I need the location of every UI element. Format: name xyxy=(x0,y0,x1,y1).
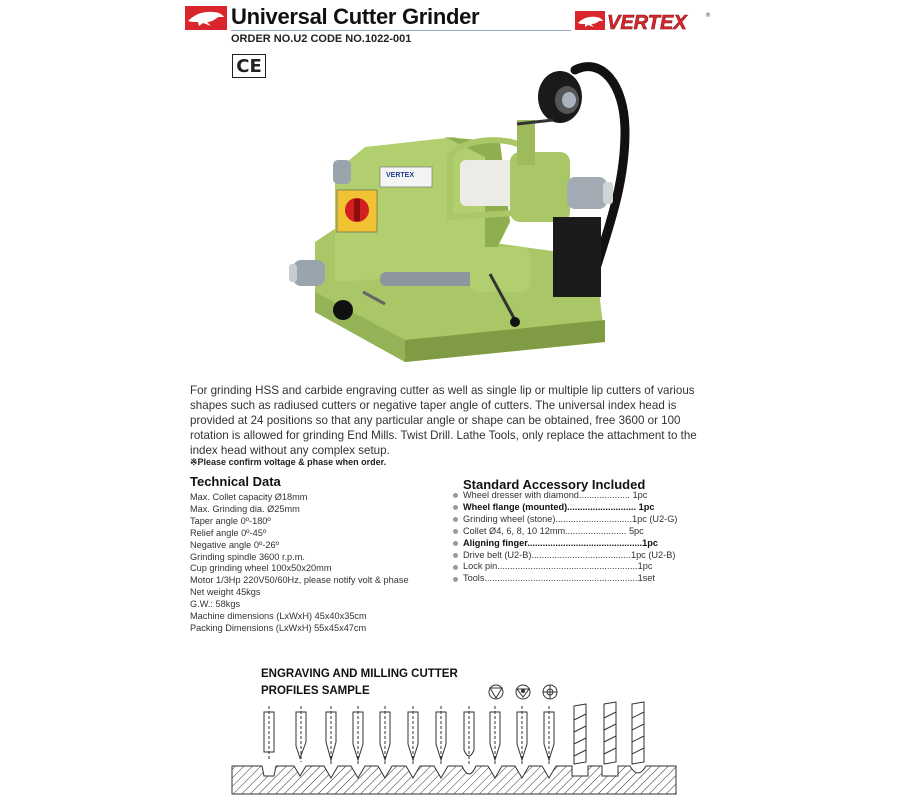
cutter-point xyxy=(353,706,363,764)
accessory-item: Drive belt (U2-B).......................................1pc (U2-B) xyxy=(453,550,677,562)
cutter-point xyxy=(326,706,336,764)
bullet-icon xyxy=(453,505,458,510)
bullet-icon xyxy=(453,577,458,582)
bullet-icon xyxy=(453,565,458,570)
bullet-icon xyxy=(453,493,458,498)
technical-data-heading: Technical Data xyxy=(190,474,281,489)
tech-item: Max. Collet capacity Ø18mm xyxy=(190,492,308,502)
end-mill-cutter xyxy=(574,704,586,764)
workpiece-grooves xyxy=(232,766,676,794)
technical-data-list xyxy=(190,492,409,635)
tech-item: Taper angle 0º-180º xyxy=(190,515,271,526)
power-switch xyxy=(337,190,377,232)
accessory-list xyxy=(453,490,677,585)
end-mill-cutter xyxy=(604,702,616,764)
cutter-point xyxy=(490,706,500,764)
triangle-section-icon xyxy=(489,685,503,699)
brand-name: VERTEX xyxy=(607,12,687,32)
accessory-item: Wheel flange (mounted)........................... 1pc xyxy=(453,502,677,514)
tech-item: Motor 1/3Hp 220V50/60Hz, please notify volt & phase xyxy=(190,575,409,586)
svg-text:VERTEX: VERTEX xyxy=(386,172,415,179)
lamp-icon xyxy=(538,71,582,123)
accessory-item: Collet Ø4, 6, 8, 10 12mm........................ 5pc xyxy=(453,526,677,538)
half-section-icon xyxy=(516,685,530,699)
cutter-profiles-diagram xyxy=(228,680,680,798)
cutter-flat xyxy=(264,706,274,760)
title-underline xyxy=(231,30,571,31)
cutter-point xyxy=(517,706,527,764)
tech-item: Negative angle 0º-26º xyxy=(190,539,279,550)
accessory-item: Wheel dresser with diamond.................... 1pc xyxy=(453,490,677,502)
accessory-item: Lock pin.......................................................1pc xyxy=(453,561,677,573)
bullet-icon xyxy=(453,541,458,546)
cutter-chisel xyxy=(296,706,306,762)
bullet-icon xyxy=(453,529,458,534)
cross-section-icon xyxy=(543,685,557,699)
tech-item: Machine dimensions (LxWxH) 45x40x35cm xyxy=(190,611,367,622)
cutter-point xyxy=(436,706,446,764)
tech-item: G.W.: 58kgs xyxy=(190,599,241,610)
tech-item: Packing Dimensions (LxWxH) 55x45x47cm xyxy=(190,622,367,633)
order-code-line: ORDER NO.U2 CODE NO.1022-001 xyxy=(231,33,412,45)
left-spindle xyxy=(289,260,325,286)
index-head xyxy=(510,120,613,222)
cutter-point xyxy=(544,706,554,764)
bullet-icon xyxy=(453,517,458,522)
cutter-round xyxy=(464,706,474,764)
cutter-point xyxy=(380,706,390,764)
profiles-heading: ENGRAVING AND MILLING CUTTER PROFILES SAMPLE xyxy=(261,668,458,697)
bullet-icon xyxy=(453,553,458,558)
accessory-heading: Standard Accessory Included xyxy=(463,477,646,492)
tech-item: Cup grinding wheel 100x50x20mm xyxy=(190,563,332,574)
vertex-eagle-logo xyxy=(185,6,227,30)
end-mill-cutter xyxy=(632,702,644,764)
counterweight-box xyxy=(553,217,601,297)
accessory-item: Aligning finger.............................................1pc xyxy=(453,538,677,550)
page-title: Universal Cutter Grinder xyxy=(231,4,480,29)
ce-mark: CE xyxy=(232,54,266,78)
accessory-item: Grinding wheel (stone)..............................1pc (U2-G) xyxy=(453,514,677,526)
accessory-item: Tools............................................................1set xyxy=(453,573,677,585)
tech-item: Max. Grinding dia. Ø25mm xyxy=(190,503,300,514)
cutter-point xyxy=(408,706,418,764)
tech-item: Net weight 45kgs xyxy=(190,587,261,598)
eagle-icon xyxy=(185,6,227,30)
adjusting-knob xyxy=(333,300,353,320)
tech-item: Grinding spindle 3600 r.p.m. xyxy=(190,551,305,562)
svg-text:®: ® xyxy=(705,12,711,19)
voltage-note: ※Please confirm voltage & phase when order. xyxy=(190,457,387,467)
tech-item: Relief angle 0º-45º xyxy=(190,527,267,538)
product-description: For grinding HSS and carbide engraving cutter as well as single lip or multiple lip cutters of various shapes such as radiused cutters or negative taper angle of cutters. The universal index head is provided at 24 positions so that any particular angle or shape can be obtained, free 3600 or 100 rotation is allowed for grinding End Mills. Twist Drill. Lathe Tools, only replace the attachment to the index head without any complex setup. xyxy=(190,384,697,457)
vertex-brand-logo xyxy=(575,8,713,32)
cutter-grinder-photo xyxy=(285,42,630,382)
